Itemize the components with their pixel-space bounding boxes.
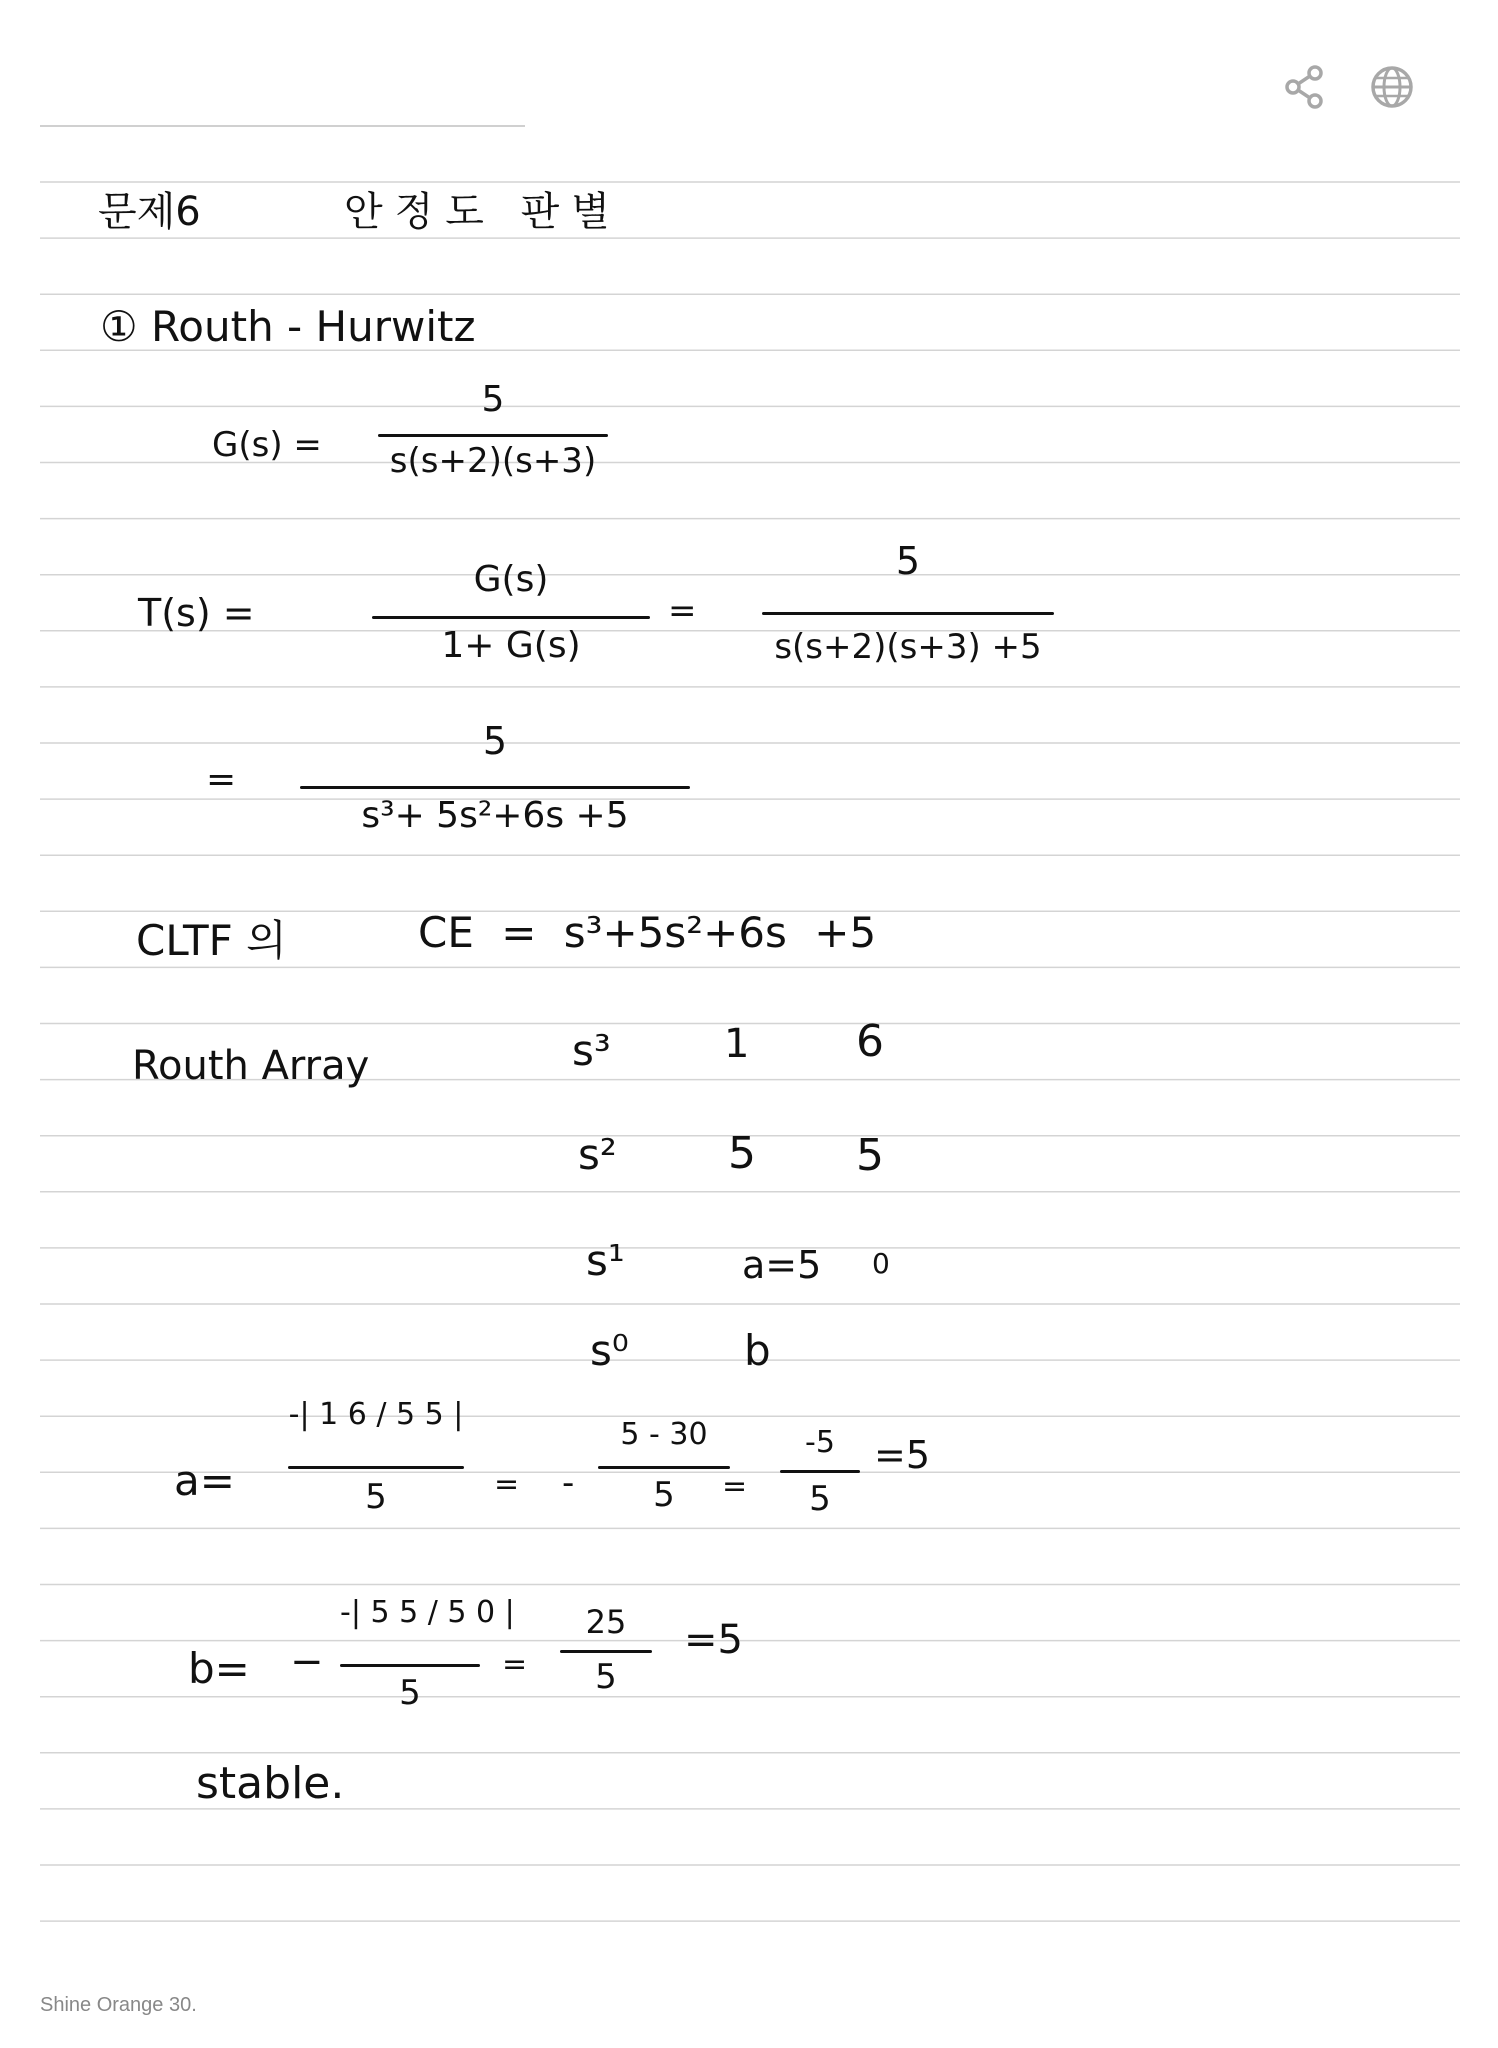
equals-sign: = xyxy=(494,1467,520,1502)
routh-power: s¹ xyxy=(586,1236,625,1285)
share-button[interactable] xyxy=(1278,60,1332,114)
routh-power: s⁰ xyxy=(590,1326,629,1375)
t-numerator-1: G(s) xyxy=(473,559,549,600)
routh-power: s³ xyxy=(572,1026,611,1075)
problem-title: 안정도 판별 xyxy=(344,189,622,235)
equals-sign: = xyxy=(722,1469,748,1504)
b-step-numerator: 25 xyxy=(585,1603,627,1641)
a-step-numerator: 5 - 30 xyxy=(620,1417,708,1452)
b-fraction xyxy=(340,1580,515,1720)
t-label: T(s) = xyxy=(138,591,255,635)
t-denominator-2: s(s+2)(s+3) +5 xyxy=(774,627,1042,667)
b-step-fraction xyxy=(560,1603,652,1706)
b-label: b= xyxy=(188,1644,250,1693)
minus-sign: - xyxy=(562,1463,575,1503)
routh-cell: 6 xyxy=(856,1016,884,1067)
a-step2-denominator: 5 xyxy=(809,1479,831,1519)
g-numerator: 5 xyxy=(481,379,505,420)
b-denominator: 5 xyxy=(399,1673,421,1713)
routh-cell: 0 xyxy=(872,1247,890,1280)
fraction-bar xyxy=(560,1650,652,1653)
g-label: G(s) = xyxy=(212,425,322,465)
a-step2-fraction xyxy=(780,1425,860,1528)
routh-power: s² xyxy=(578,1130,617,1179)
t-numerator-2: 5 xyxy=(895,539,921,583)
a-label: a= xyxy=(174,1456,235,1505)
a-determinant: -| 1 6 / 5 5 | xyxy=(288,1397,464,1432)
routh-cell: a=5 xyxy=(742,1243,822,1287)
t-denominator-1: 1+ G(s) xyxy=(441,625,581,666)
cltf-label: CLTF 의 xyxy=(136,916,287,965)
equals-sign: = xyxy=(502,1647,528,1682)
globe-icon xyxy=(1365,60,1419,114)
problem-number: 문제6 xyxy=(98,189,201,235)
a-result: =5 xyxy=(874,1433,931,1477)
fraction-bar xyxy=(378,434,608,437)
b-determinant: -| 5 5 / 5 0 | xyxy=(340,1595,515,1630)
language-button[interactable] xyxy=(1365,60,1419,114)
routh-cell: 5 xyxy=(728,1128,756,1179)
t-fraction-3 xyxy=(300,719,690,852)
t-fraction-2 xyxy=(762,539,1054,682)
characteristic-equation: CE = s³+5s²+6s +5 xyxy=(418,908,877,957)
routh-array-label: Routh Array xyxy=(132,1043,370,1089)
conclusion: stable. xyxy=(196,1758,345,1809)
b-step-denominator: 5 xyxy=(595,1657,617,1697)
minus-sign: − xyxy=(290,1639,324,1685)
a-fraction xyxy=(288,1394,464,1524)
footer-label: Shine Orange 30. xyxy=(40,1994,197,2016)
t-fraction-1 xyxy=(372,559,650,682)
routh-cell: b xyxy=(744,1326,771,1375)
fraction-bar xyxy=(288,1466,464,1469)
section-heading: ① Routh - Hurwitz xyxy=(100,302,476,351)
a-step2-numerator: -5 xyxy=(805,1425,835,1460)
fraction-bar xyxy=(300,786,690,789)
routh-cell: 1 xyxy=(724,1021,750,1067)
fraction-bar xyxy=(762,612,1054,615)
a-step-fraction xyxy=(598,1417,730,1530)
equals-sign: = xyxy=(206,759,237,800)
b-result: =5 xyxy=(684,1617,743,1663)
share-icon xyxy=(1278,60,1332,114)
g-fraction xyxy=(378,379,608,492)
t-numerator-3: 5 xyxy=(482,719,508,763)
fraction-bar xyxy=(372,616,650,619)
routh-cell: 5 xyxy=(856,1130,884,1181)
fraction-bar xyxy=(780,1470,860,1473)
g-denominator: s(s+2)(s+3) xyxy=(389,441,597,481)
fraction-bar xyxy=(598,1466,730,1469)
a-step-denominator: 5 xyxy=(653,1475,675,1515)
t-denominator-3: s³+ 5s²+6s +5 xyxy=(361,795,629,836)
equals-sign: = xyxy=(668,591,697,631)
fraction-bar xyxy=(340,1664,480,1667)
a-denominator: 5 xyxy=(365,1477,387,1517)
